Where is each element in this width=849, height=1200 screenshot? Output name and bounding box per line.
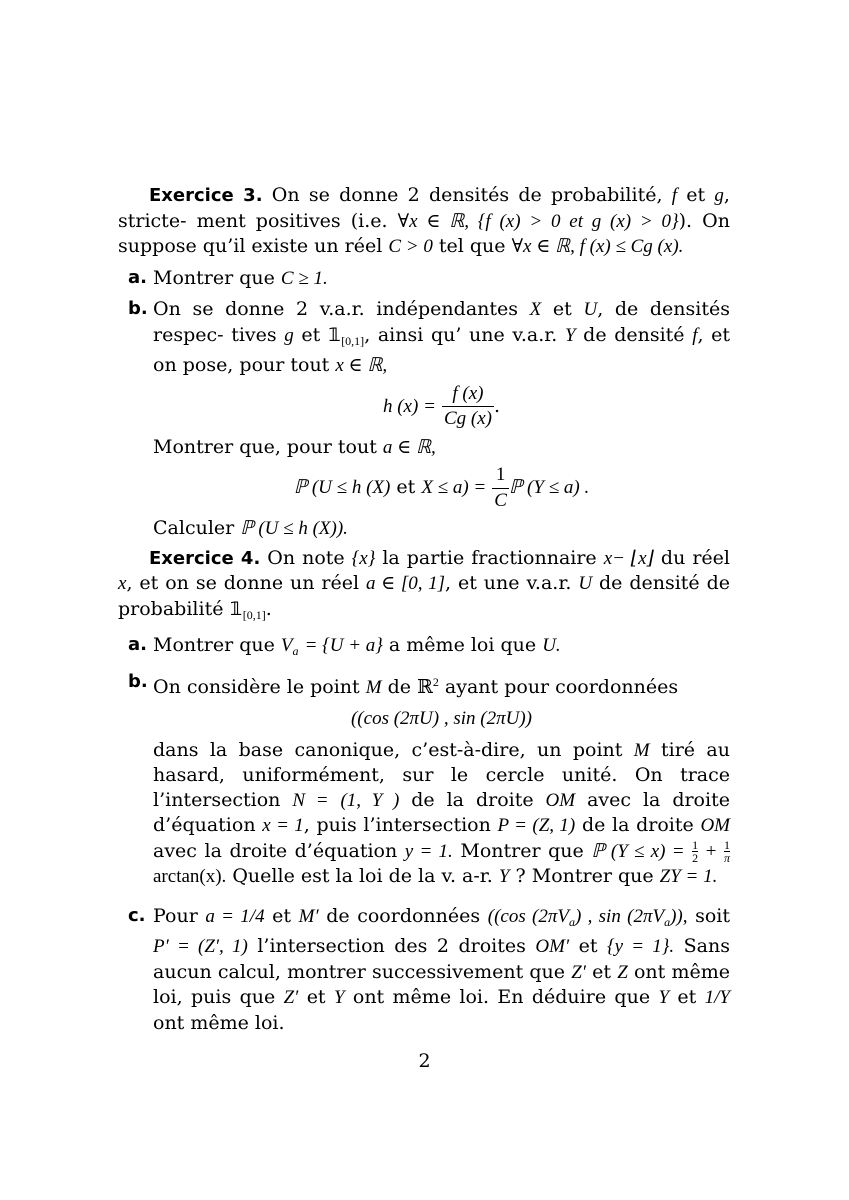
exercise-3-title: Exercice 3. — [149, 185, 263, 206]
document-page — [118, 183, 730, 1035]
exercise-4-title: Exercice 4. — [149, 547, 261, 569]
exercise-4-intro: Exercice 4. On note {x} la partie fractionnaire x− ⌊x⌋ du réel x, et on se donne un réel a ∈ [0, 1], et une v.a.r. U de densité de probabilité $𝟙_{[0,1]}$. — [118, 546, 731, 622]
exercise-3-part-b: b. On se donne 2 v.a.r. indépendantes X et U, de densités respec- tives g et $𝟙_{[0,1]}$, ainsi qu’ une v.a.r. Y de densité f, et on pose, pour tout x ∈ ℝ, h (x) = $\frac{f (x)}{Cg (x)}$ . Montrer que, pour tout a ∈ ℝ, ℙ (U ≤ h (X) et X ≤ a) = $\frac{1}{C}$ ℙ (Y ≤ a) . Calculer ℙ (U ≤ h (X)). — [128, 298, 731, 539]
page-number: 2 — [418, 1050, 431, 1072]
coordinates-equation: ((cos (2πU) , sin (2πU)) — [350, 708, 533, 729]
exercise-4-part-b: b. On considère le point M de ℝ$^2$ ayant pour coordonnées ((cos (2πU) , sin (2πU)) dans la base canonique, c’est-à-dire, un point M tiré au hasard, uniformément, sur le cercle unité. On trace l’intersection N = (1, Y ) de la droite OM avec la droite d’équation x = 1, puis l’intersection P = (Z, 1) de la droite OM avec la droite d’équation y = 1. Montrer que ℙ (Y ≤ x) = $\frac{1}{2}$ + $\frac{1}{\pi} \arctan(x)$. Quelle est la loi de la v. a-r. Y ? Montrer que ZY = 1. — [128, 670, 731, 887]
h-definition-equation: h (x) = $\frac{f (x)}{Cg (x)}$ . — [382, 382, 501, 429]
exercise-4-part-a: a. Montrer que $V_a = \{U + a\}$ a même loi que U. — [128, 634, 561, 658]
exercise-3-intro: Exercice 3. On se donne 2 densités de probabilité, f et g, stricte- ment positives (i.e. ∀x ∈ ℝ, {f (x) > 0 et g (x) > 0}). On suppose qu’il existe un réel C > 0 tel que ∀x ∈ ℝ, f (x) ≤ Cg (x). — [118, 184, 730, 257]
probability-equation: ℙ (U ≤ h (X) et X ≤ a) = $\frac{1}{C}$ ℙ (Y ≤ a) . — [293, 464, 590, 511]
exercise-3-part-a: a. Montrer que C ≥ 1. — [128, 266, 328, 289]
exercise-4-part-c: c. Pour a = 1/4 et M′ de coordonnées ((cos $(2\pi V_a)$ , $\sin (2\pi V_a)$), soit P′ = (Z′, 1) l’intersection des 2 droites OM′ et {y = 1}. Sans aucun calcul, montrer successivement que Z′ et Z ont même loi, puis que Z′ et Y ont même loi. En déduire que Y et 1/Y ont même loi. — [128, 904, 730, 1034]
